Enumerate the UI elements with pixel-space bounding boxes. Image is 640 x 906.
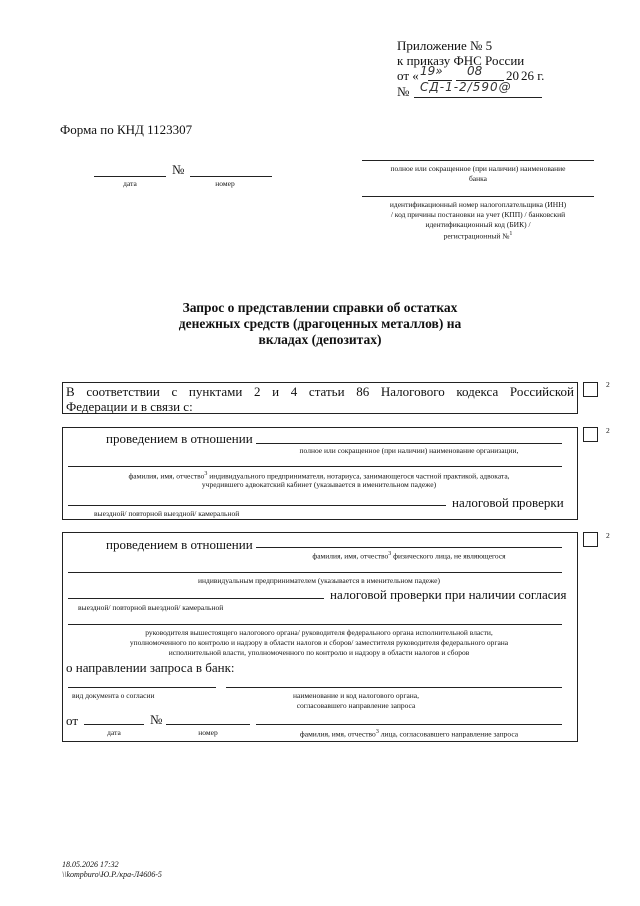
section2-caption-2: фамилия, имя, отчество$^3$ индивидуального предпринимателя, нотариуса, занимающегося частной практикой, адвоката, (128, 471, 510, 481)
section-intro-footnote: 2 (606, 380, 610, 389)
appendix-date-year-prefix: 20 (506, 68, 519, 83)
section3-caption-date: дата (107, 728, 121, 737)
bank-id-caption-3: идентификационный код (БИК) / (425, 220, 531, 229)
section2-footnote: 2 (606, 426, 610, 435)
section3-request-direction: о направлении запроса в банк: (66, 660, 235, 675)
section3-caption-3: выездной/ повторной выездной/ камеральной (78, 603, 224, 612)
section3-caption-1: фамилия, имя, отчество$^3$ физического лица, не являющегося (312, 551, 506, 561)
section3-caption-5: уполномоченного по контролю и надзору в области налогов и сборов/ заместителя руководителя федерального органа (129, 638, 509, 647)
section2-lead: проведением в отношении (106, 431, 253, 446)
appendix-order-number: СД-1-2/590@ (420, 80, 512, 94)
section2-caption-3: учредившего адвокатский кабинет (указывается в именительном падеже) (201, 480, 437, 489)
section3-lead: проведением в отношении (106, 537, 253, 552)
section3-caption-7: вид документа о согласии (72, 691, 155, 700)
title-line-2: денежных средств (драгоценных металлов) на (178, 316, 462, 331)
date-caption: дата (123, 179, 137, 188)
footer-path: \\kompburo\Ю.Р./кра-Л4606-5 (62, 870, 162, 879)
bank-id-caption-4: регистрационный №$^1$ (443, 231, 513, 241)
bank-name-caption-2: банка (468, 174, 488, 183)
section-intro-line-2: Федерации и в связи с: (66, 399, 193, 414)
appendix-number-prefix: № (397, 84, 410, 99)
section3-caption-10: фамилия, имя, отчество$^3$ лица, согласовавшего направление запроса (299, 729, 519, 739)
section-individual-checkbox[interactable] (583, 532, 598, 547)
appendix-date-day: 19» (420, 64, 443, 78)
section3-footnote: 2 (606, 531, 610, 540)
bank-name-caption: полное или сокращенное (при наличии) наименование (390, 164, 566, 173)
section2-caption-4: выездной/ повторной выездной/ камеральной (94, 509, 240, 518)
bank-id-caption-2: / код причины постановки на учет (КПП) / банковский (390, 210, 566, 219)
appendix-date-month: 08 (467, 64, 483, 78)
section2-caption-1: полное или сокращенное (при наличии) наименование организации, (299, 446, 519, 455)
section-organization-checkbox[interactable] (583, 427, 598, 442)
section3-caption-number: номер (198, 728, 218, 737)
section3-caption-6: исполнительной власти, уполномоченного по контролю и надзору в области налогов и сборов (168, 648, 470, 657)
section-intro-checkbox[interactable] (583, 382, 598, 397)
number-sign: № (172, 162, 185, 177)
section-intro-line-1: В соответствии с пунктами 2 и 4 статьи 86 Налогового кодекса Российской (66, 384, 574, 399)
appendix-order: к приказу ФНС России (397, 53, 525, 68)
section2-audit: налоговой проверки (452, 495, 564, 510)
section3-caption-9: согласовавшего направление запроса (296, 701, 416, 710)
appendix-date-prefix: от « (397, 68, 419, 83)
section3-from: от (66, 713, 79, 728)
footer-timestamp: 18.05.2026 17:32 (62, 860, 119, 869)
section3-caption-2: индивидуальным предпринимателем (указывается в именительном падеже) (197, 576, 441, 585)
appendix-date-year: 26 г. (521, 68, 545, 83)
appendix-number: Приложение № 5 (397, 38, 493, 53)
title-line-1: Запрос о представлении справки об остатках (182, 300, 458, 315)
section3-caption-4: руководителя вышестоящего налогового органа/ руководителя федерального органа исполнительной власти, (145, 628, 493, 637)
section3-number-sign: № (150, 712, 163, 727)
section3-caption-8: наименование и код налогового органа, (293, 691, 419, 700)
title-line-3: вкладах (депозитах) (258, 332, 382, 347)
section3-audit: налоговой проверки при наличии согласия (330, 587, 567, 602)
number-caption: номер (215, 179, 235, 188)
bank-id-caption-1: идентификационный номер налогоплательщика (ИНН) (389, 200, 567, 209)
form-code: Форма по КНД 1123307 (60, 122, 193, 137)
